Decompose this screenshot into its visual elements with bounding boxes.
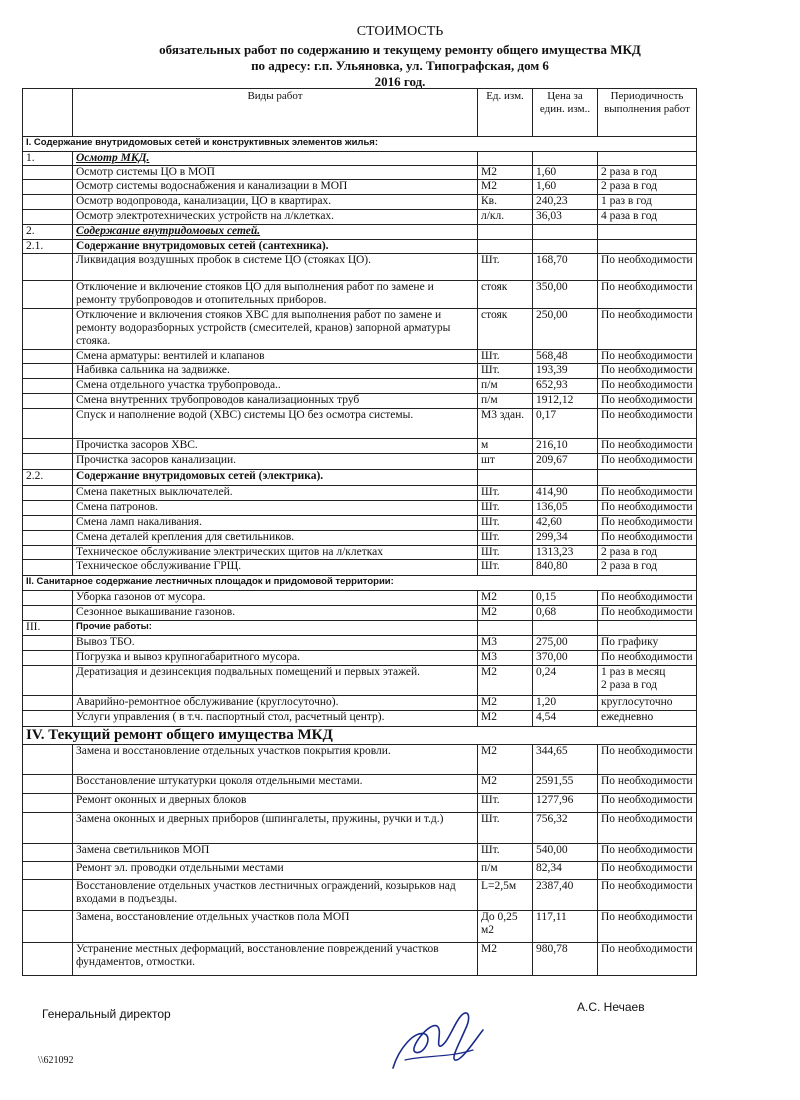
price-cell: 0,15 bbox=[533, 591, 598, 606]
row-number bbox=[23, 636, 73, 651]
unit-cell: М2 bbox=[478, 696, 533, 711]
unit-cell: М3 здан. bbox=[478, 409, 533, 439]
table-row bbox=[23, 813, 697, 844]
unit-cell: М2 bbox=[478, 943, 533, 976]
unit-cell: стояк bbox=[478, 309, 533, 350]
row-number bbox=[23, 560, 73, 576]
period-cell: По необходимости bbox=[598, 606, 697, 621]
price-cell: 980,78 bbox=[533, 943, 598, 976]
price-cell: 568,48 bbox=[533, 350, 598, 364]
table-row bbox=[23, 486, 697, 501]
price-cell: 1,20 bbox=[533, 696, 598, 711]
work-name: Замена, восстановление отдельных участков пола МОП bbox=[73, 911, 478, 943]
row-number bbox=[23, 775, 73, 794]
period-cell: По необходимости bbox=[598, 844, 697, 862]
period-cell: 2 раза в год bbox=[598, 180, 697, 195]
work-name: Восстановление штукатурки цоколя отдельными местами. bbox=[73, 775, 478, 794]
row-number bbox=[23, 254, 73, 281]
period-cell: По необходимости bbox=[598, 516, 697, 531]
header-price: Цена за един. изм.. bbox=[533, 89, 598, 137]
row-number bbox=[23, 606, 73, 621]
price-cell: 2387,40 bbox=[533, 880, 598, 911]
section-heading: II. Санитарное содержание лестничных площадок и придомовой территории: bbox=[23, 576, 697, 591]
empty-cell bbox=[478, 240, 533, 254]
work-name: Отключение и включение стояков ЦО для выполнения работ по замене и ремонту трубопроводов и отопительных приборов. bbox=[73, 281, 478, 309]
row-number bbox=[23, 862, 73, 880]
table-row bbox=[23, 711, 697, 727]
unit-cell: Шт. bbox=[478, 254, 533, 281]
unit-cell: М2 bbox=[478, 606, 533, 621]
table-row bbox=[23, 621, 697, 636]
price-cell: 344,65 bbox=[533, 745, 598, 775]
work-name: Осмотр водопровода, канализации, ЦО в квартирах. bbox=[73, 195, 478, 210]
row-number bbox=[23, 210, 73, 225]
period-cell: По необходимости bbox=[598, 501, 697, 516]
period-cell: По необходимости bbox=[598, 486, 697, 501]
period-cell: По необходимости bbox=[598, 409, 697, 439]
price-cell: 840,80 bbox=[533, 560, 598, 576]
period-cell: По необходимости bbox=[598, 454, 697, 470]
period-cell: По необходимости bbox=[598, 364, 697, 379]
work-name: Осмотр системы ЦО в МОП bbox=[73, 166, 478, 180]
row-number bbox=[23, 180, 73, 195]
table-header-row bbox=[23, 89, 697, 137]
work-name: Ликвидация воздушных пробок в системе ЦО (стояках ЦО). bbox=[73, 254, 478, 281]
header-works: Виды работ bbox=[73, 89, 478, 137]
section-heading: IV. Текущий ремонт общего имущества МКД bbox=[23, 727, 697, 745]
unit-cell: М2 bbox=[478, 591, 533, 606]
work-name: Прочистка засоров канализации. bbox=[73, 454, 478, 470]
unit-cell: Шт. bbox=[478, 350, 533, 364]
table-row bbox=[23, 666, 697, 696]
cost-table bbox=[22, 88, 697, 976]
empty-cell bbox=[478, 152, 533, 166]
work-name: Замена и восстановление отдельных участков покрытия кровли. bbox=[73, 745, 478, 775]
empty-cell bbox=[533, 152, 598, 166]
price-cell: 4,54 bbox=[533, 711, 598, 727]
row-number bbox=[23, 350, 73, 364]
table-row bbox=[23, 606, 697, 621]
table-row bbox=[23, 576, 697, 591]
unit-cell: шт bbox=[478, 454, 533, 470]
unit-cell: Шт. bbox=[478, 844, 533, 862]
work-name: Смена арматуры: вентилей и клапанов bbox=[73, 350, 478, 364]
table-row bbox=[23, 727, 697, 745]
table-row bbox=[23, 862, 697, 880]
empty-cell bbox=[598, 225, 697, 240]
price-cell: 168,70 bbox=[533, 254, 598, 281]
subsection-heading: Содержание внутридомовых сетей. bbox=[73, 225, 478, 240]
row-number bbox=[23, 546, 73, 560]
row-number: 2.1. bbox=[23, 240, 73, 254]
price-cell: 136,05 bbox=[533, 501, 598, 516]
period-cell: По необходимости bbox=[598, 591, 697, 606]
period-cell: 2 раза в год bbox=[598, 560, 697, 576]
section-heading: I. Содержание внутридомовых сетей и конструктивных элементов жилья: bbox=[23, 137, 697, 152]
unit-cell: стояк bbox=[478, 281, 533, 309]
unit-cell: М2 bbox=[478, 180, 533, 195]
unit-cell: Шт. bbox=[478, 546, 533, 560]
price-cell: 350,00 bbox=[533, 281, 598, 309]
unit-cell: М2 bbox=[478, 666, 533, 696]
period-cell: По необходимости bbox=[598, 813, 697, 844]
unit-cell: п/м bbox=[478, 379, 533, 394]
table-row bbox=[23, 240, 697, 254]
row-number bbox=[23, 166, 73, 180]
price-cell: 652,93 bbox=[533, 379, 598, 394]
unit-cell: М3 bbox=[478, 636, 533, 651]
header-period: Периодичность выполнения работ bbox=[598, 89, 697, 137]
work-name: Дератизация и дезинсекция подвальных помещений и первых этажей. bbox=[73, 666, 478, 696]
price-cell: 42,60 bbox=[533, 516, 598, 531]
period-cell: По необходимости bbox=[598, 880, 697, 911]
price-cell: 0,24 bbox=[533, 666, 598, 696]
period-cell: По необходимости bbox=[598, 394, 697, 409]
table-row bbox=[23, 454, 697, 470]
price-cell: 299,34 bbox=[533, 531, 598, 546]
row-number bbox=[23, 696, 73, 711]
empty-cell bbox=[598, 621, 697, 636]
table-row bbox=[23, 309, 697, 350]
document-year: 2016 год. bbox=[374, 74, 426, 89]
period-cell: По необходимости bbox=[598, 911, 697, 943]
price-cell: 0,68 bbox=[533, 606, 598, 621]
row-number bbox=[23, 379, 73, 394]
empty-cell bbox=[533, 621, 598, 636]
row-number bbox=[23, 516, 73, 531]
work-name: Осмотр электротехнических устройств на л/клетках. bbox=[73, 210, 478, 225]
period-cell: круглосуточно bbox=[598, 696, 697, 711]
row-number bbox=[23, 409, 73, 439]
unit-cell: М2 bbox=[478, 711, 533, 727]
table-row bbox=[23, 636, 697, 651]
unit-cell: Шт. bbox=[478, 794, 533, 813]
price-cell: 216,10 bbox=[533, 439, 598, 454]
unit-cell: М3 bbox=[478, 651, 533, 666]
signer-name: А.С. Нечаев bbox=[577, 1000, 645, 1014]
price-cell: 82,34 bbox=[533, 862, 598, 880]
table-row bbox=[23, 696, 697, 711]
table-body bbox=[23, 137, 697, 976]
document-title: СТОИМОСТЬ bbox=[356, 24, 444, 39]
row-number bbox=[23, 911, 73, 943]
work-name: Вывоз ТБО. bbox=[73, 636, 478, 651]
table-row bbox=[23, 844, 697, 862]
empty-cell bbox=[478, 621, 533, 636]
work-name: Уборка газонов от мусора. bbox=[73, 591, 478, 606]
table-row bbox=[23, 180, 697, 195]
row-number bbox=[23, 394, 73, 409]
price-cell: 250,00 bbox=[533, 309, 598, 350]
table-row bbox=[23, 880, 697, 911]
row-number bbox=[23, 486, 73, 501]
empty-cell bbox=[598, 240, 697, 254]
period-cell: 4 раза в год bbox=[598, 210, 697, 225]
table-row bbox=[23, 516, 697, 531]
table-row bbox=[23, 943, 697, 976]
period-cell: По необходимости bbox=[598, 531, 697, 546]
row-number bbox=[23, 651, 73, 666]
table-row bbox=[23, 439, 697, 454]
row-number bbox=[23, 711, 73, 727]
work-name: Ремонт эл. проводки отдельными местами bbox=[73, 862, 478, 880]
row-number bbox=[23, 309, 73, 350]
row-number: 1. bbox=[23, 152, 73, 166]
row-number bbox=[23, 794, 73, 813]
period-cell: По необходимости bbox=[598, 651, 697, 666]
work-name: Смена внутренних трубопроводов канализационных труб bbox=[73, 394, 478, 409]
work-name: Аварийно-ремонтное обслуживание (круглосуточно). bbox=[73, 696, 478, 711]
period-cell: По необходимости bbox=[598, 943, 697, 976]
price-cell: 414,90 bbox=[533, 486, 598, 501]
unit-cell: Шт. bbox=[478, 531, 533, 546]
price-cell: 36,03 bbox=[533, 210, 598, 225]
row-number bbox=[23, 531, 73, 546]
period-cell: По графику bbox=[598, 636, 697, 651]
price-cell: 1277,96 bbox=[533, 794, 598, 813]
document-number: \\621092 bbox=[38, 1055, 74, 1066]
price-cell: 756,32 bbox=[533, 813, 598, 844]
subsection-heading: Осмотр МКД. bbox=[73, 152, 478, 166]
row-number bbox=[23, 591, 73, 606]
table-row bbox=[23, 281, 697, 309]
table-row bbox=[23, 364, 697, 379]
row-number bbox=[23, 943, 73, 976]
period-cell: По необходимости bbox=[598, 309, 697, 350]
table-row bbox=[23, 911, 697, 943]
period-cell: 1 раз в год bbox=[598, 195, 697, 210]
empty-cell bbox=[598, 470, 697, 486]
table-row bbox=[23, 166, 697, 180]
work-name: Восстановление отдельных участков лестничных ограждений, козырьков над входами в подъезды. bbox=[73, 880, 478, 911]
work-name: Погрузка и вывоз крупногабаритного мусора. bbox=[73, 651, 478, 666]
row-number bbox=[23, 745, 73, 775]
row-number bbox=[23, 844, 73, 862]
table-row bbox=[23, 379, 697, 394]
table-row bbox=[23, 137, 697, 152]
director-label: Генеральный директор bbox=[42, 1007, 171, 1021]
price-cell: 240,23 bbox=[533, 195, 598, 210]
period-cell: По необходимости bbox=[598, 254, 697, 281]
unit-cell: п/м bbox=[478, 394, 533, 409]
price-cell: 1912,12 bbox=[533, 394, 598, 409]
work-name: Отключение и включения стояков ХВС для выполнения работ по замене и ремонту водоразборных устройств (смесителей, кранов) запорной арматуры стояка. bbox=[73, 309, 478, 350]
unit-cell: Шт. bbox=[478, 486, 533, 501]
table-row bbox=[23, 254, 697, 281]
table-row bbox=[23, 794, 697, 813]
work-name: Набивка сальника на задвижке. bbox=[73, 364, 478, 379]
table-row bbox=[23, 745, 697, 775]
period-cell: ежедневно bbox=[598, 711, 697, 727]
empty-cell bbox=[533, 225, 598, 240]
unit-cell: До 0,25 м2 bbox=[478, 911, 533, 943]
price-cell: 1,60 bbox=[533, 166, 598, 180]
unit-cell: Кв. bbox=[478, 195, 533, 210]
row-number bbox=[23, 364, 73, 379]
period-cell: По необходимости bbox=[598, 281, 697, 309]
empty-cell bbox=[478, 470, 533, 486]
work-name: Спуск и наполнение водой (ХВС) системы ЦО без осмотра системы. bbox=[73, 409, 478, 439]
work-name: Смена деталей крепления для светильников. bbox=[73, 531, 478, 546]
table-row bbox=[23, 651, 697, 666]
work-name: Смена отдельного участка трубопровода.. bbox=[73, 379, 478, 394]
work-name: Техническое обслуживание электрических щитов на л/клетках bbox=[73, 546, 478, 560]
unit-cell: Шт. bbox=[478, 501, 533, 516]
period-cell: По необходимости bbox=[598, 775, 697, 794]
unit-cell: М2 bbox=[478, 166, 533, 180]
period-cell: 2 раза в год bbox=[598, 546, 697, 560]
period-cell: По необходимости bbox=[598, 379, 697, 394]
price-cell: 193,39 bbox=[533, 364, 598, 379]
period-cell: По необходимости bbox=[598, 794, 697, 813]
price-cell: 1,60 bbox=[533, 180, 598, 195]
price-cell: 275,00 bbox=[533, 636, 598, 651]
unit-cell: Шт. bbox=[478, 813, 533, 844]
document-address: по адресу: г.п. Ульяновка, ул. Типографская, дом 6 bbox=[251, 58, 549, 73]
table-row bbox=[23, 531, 697, 546]
row-number bbox=[23, 195, 73, 210]
work-name: Осмотр системы водоснабжения и канализации в МОП bbox=[73, 180, 478, 195]
price-cell: 2591,55 bbox=[533, 775, 598, 794]
table-row bbox=[23, 210, 697, 225]
empty-cell bbox=[478, 225, 533, 240]
work-name: Смена патронов. bbox=[73, 501, 478, 516]
table-row bbox=[23, 409, 697, 439]
empty-cell bbox=[533, 470, 598, 486]
period-cell: По необходимости bbox=[598, 862, 697, 880]
work-name: Смена ламп накаливания. bbox=[73, 516, 478, 531]
unit-cell: п/м bbox=[478, 862, 533, 880]
work-name: Замена оконных и дверных приборов (шпингалеты, пружины, ручки и т.д.) bbox=[73, 813, 478, 844]
unit-cell: Шт. bbox=[478, 364, 533, 379]
work-name: Техническое обслуживание ГРЩ. bbox=[73, 560, 478, 576]
price-cell: 370,00 bbox=[533, 651, 598, 666]
period-cell: По необходимости bbox=[598, 745, 697, 775]
work-name: Услуги управления ( в т.ч. паспортный стол, расчетный центр). bbox=[73, 711, 478, 727]
table-row bbox=[23, 775, 697, 794]
header-unit: Ед. изм. bbox=[478, 89, 533, 137]
period-cell: 1 раз в месяц 2 раза в год bbox=[598, 666, 697, 696]
subsection-heading: Прочие работы: bbox=[73, 621, 478, 636]
unit-cell: М2 bbox=[478, 745, 533, 775]
period-cell: 2 раза в год bbox=[598, 166, 697, 180]
subsection-heading: Содержание внутридомовых сетей (электрика). bbox=[73, 470, 478, 486]
price-cell: 0,17 bbox=[533, 409, 598, 439]
work-name: Устранение местных деформаций, восстановление повреждений участков фундаментов, отмостки. bbox=[73, 943, 478, 976]
table-row bbox=[23, 152, 697, 166]
table-row bbox=[23, 195, 697, 210]
table-row bbox=[23, 394, 697, 409]
price-cell: 1313,23 bbox=[533, 546, 598, 560]
period-cell: По необходимости bbox=[598, 439, 697, 454]
document-subtitle: обязательных работ по содержанию и текущему ремонту общего имущества МКД bbox=[159, 42, 641, 57]
unit-cell: л/кл. bbox=[478, 210, 533, 225]
table-row bbox=[23, 225, 697, 240]
header-num-cell bbox=[23, 89, 73, 137]
unit-cell: Шт. bbox=[478, 516, 533, 531]
table-row bbox=[23, 501, 697, 516]
unit-cell: L=2,5м bbox=[478, 880, 533, 911]
table-row bbox=[23, 546, 697, 560]
empty-cell bbox=[598, 152, 697, 166]
unit-cell: м bbox=[478, 439, 533, 454]
unit-cell: М2 bbox=[478, 775, 533, 794]
work-name: Ремонт оконных и дверных блоков bbox=[73, 794, 478, 813]
table-row bbox=[23, 350, 697, 364]
work-name: Сезонное выкашивание газонов. bbox=[73, 606, 478, 621]
row-number bbox=[23, 880, 73, 911]
empty-cell bbox=[533, 240, 598, 254]
table-row bbox=[23, 591, 697, 606]
work-name: Замена светильников МОП bbox=[73, 844, 478, 862]
row-number: III. bbox=[23, 621, 73, 636]
row-number bbox=[23, 454, 73, 470]
signature-image bbox=[385, 1000, 495, 1075]
row-number bbox=[23, 813, 73, 844]
row-number bbox=[23, 281, 73, 309]
row-number: 2.2. bbox=[23, 470, 73, 486]
row-number bbox=[23, 666, 73, 696]
period-cell: По необходимости bbox=[598, 350, 697, 364]
work-name: Прочистка засоров ХВС. bbox=[73, 439, 478, 454]
work-name: Смена пакетных выключателей. bbox=[73, 486, 478, 501]
row-number: 2. bbox=[23, 225, 73, 240]
price-cell: 209,67 bbox=[533, 454, 598, 470]
row-number bbox=[23, 439, 73, 454]
subsection-heading: Содержание внутридомовых сетей (сантехника). bbox=[73, 240, 478, 254]
unit-cell: Шт. bbox=[478, 560, 533, 576]
row-number bbox=[23, 501, 73, 516]
price-cell: 117,11 bbox=[533, 911, 598, 943]
price-cell: 540,00 bbox=[533, 844, 598, 862]
table-row bbox=[23, 560, 697, 576]
table-row bbox=[23, 470, 697, 486]
